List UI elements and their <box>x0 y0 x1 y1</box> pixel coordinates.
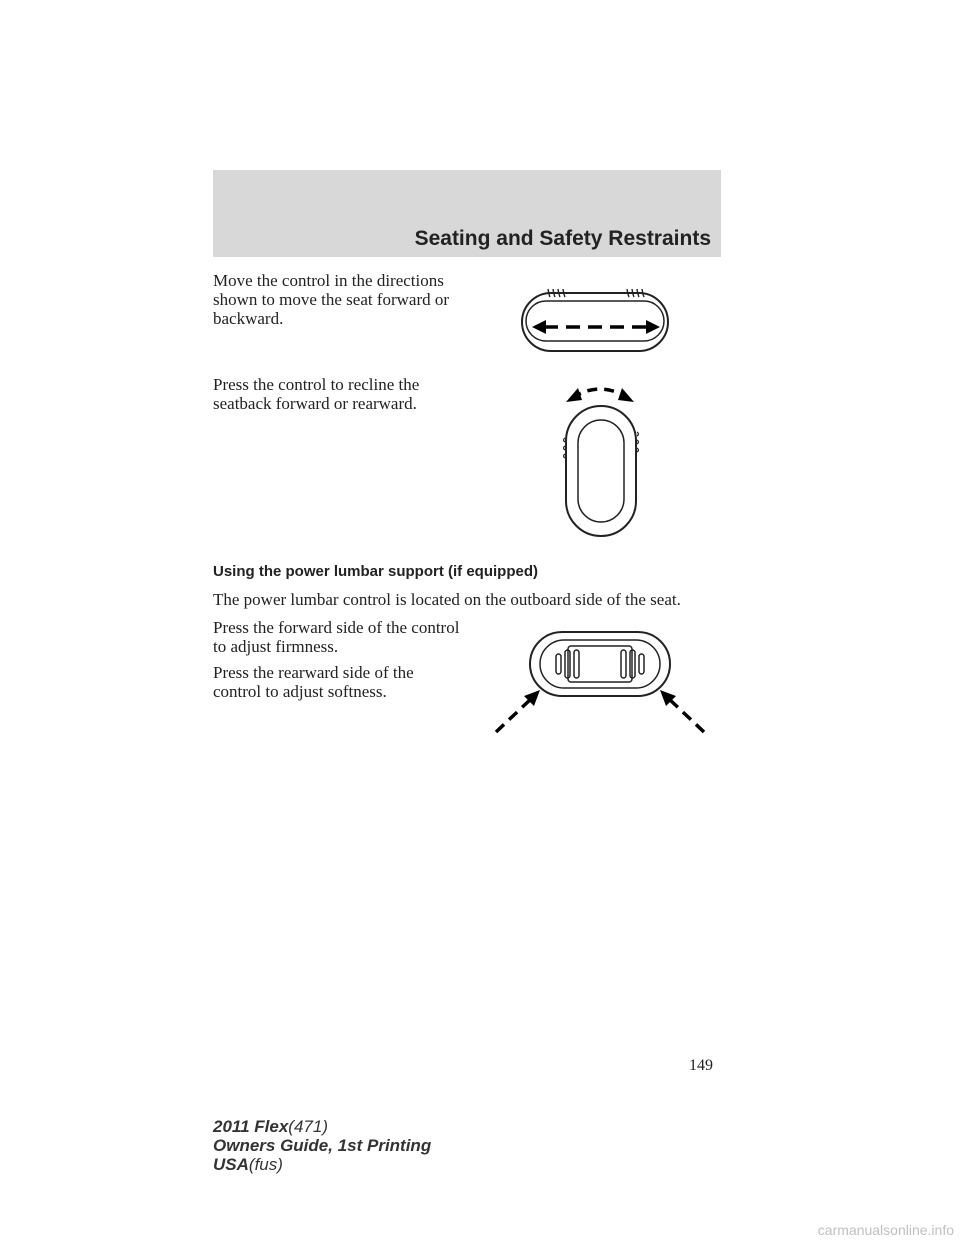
text-line: Press the rearward side of the <box>213 663 414 682</box>
footer-market: USA <box>213 1155 249 1174</box>
recline-paragraph <box>213 375 419 413</box>
footer-line: Owners Guide, 1st Printing <box>213 1136 432 1155</box>
text-line: Move the control in the directions <box>213 271 444 290</box>
footer-market-code: (fus) <box>248 1155 283 1174</box>
recline-control-icon <box>560 376 642 538</box>
section-header-band <box>213 170 721 257</box>
text-line: shown to move the seat forward or <box>213 290 450 309</box>
lumbar-control-icon <box>490 628 710 738</box>
lumbar-location-paragraph: The power lumbar control is located on the outboard side of the seat. <box>213 590 681 609</box>
page-number: 149 <box>689 1057 713 1074</box>
text-line: seatback forward or rearward. <box>213 394 417 413</box>
seat-move-paragraph <box>213 271 449 328</box>
firmness-paragraph <box>213 618 459 656</box>
softness-paragraph <box>213 663 414 701</box>
footer-model: 2011 Flex <box>213 1117 289 1136</box>
lumbar-subheading: Using the power lumbar support (if equipped) <box>213 563 538 580</box>
footer-line <box>213 1117 431 1136</box>
watermark: carmanualsonline.info <box>817 1222 954 1238</box>
text-line: Press the forward side of the control <box>213 618 460 637</box>
text-line: Press the control to recline the <box>213 375 420 394</box>
footer-line <box>213 1155 431 1174</box>
section-title: Seating and Safety Restraints <box>414 227 711 250</box>
seat-slide-control-icon <box>520 285 672 355</box>
text-line: control to adjust softness. <box>213 682 387 701</box>
text-line: backward. <box>213 309 284 328</box>
footer-model-code: (471) <box>288 1117 328 1136</box>
footer-print-info <box>213 1117 431 1174</box>
text-line: to adjust firmness. <box>213 637 339 656</box>
